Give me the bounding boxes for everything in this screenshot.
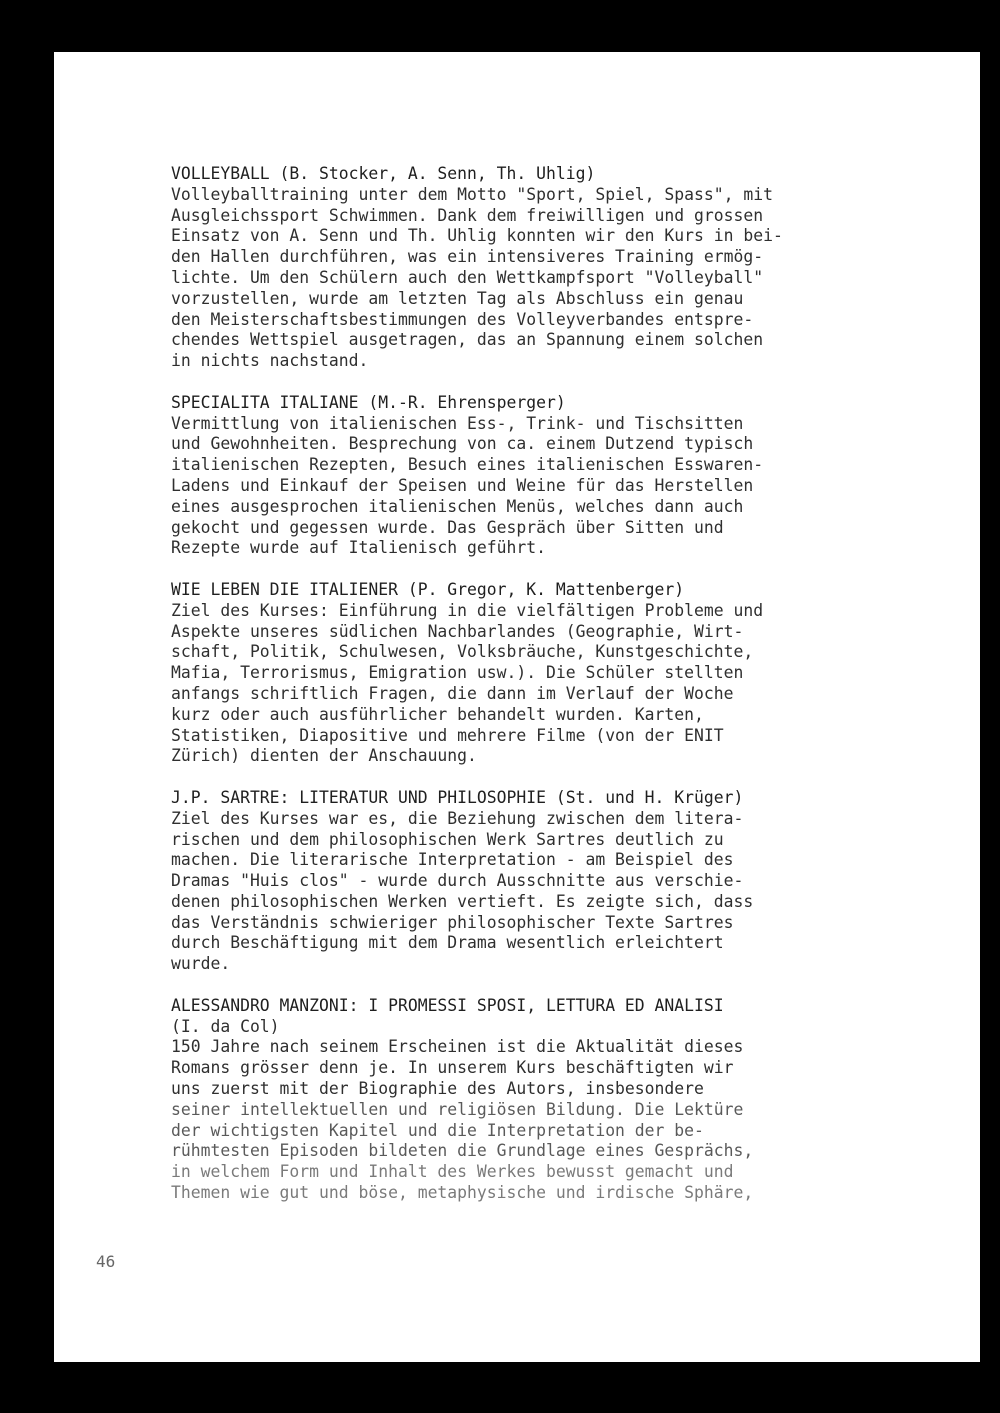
text-line: denen philosophischen Werken vertieft. Es zeigte sich, dass — [171, 891, 754, 911]
text-line: Mafia, Terrorismus, Emigration usw.). Die Schüler stellten — [171, 663, 744, 683]
text-line: Ausgleichssport Schwimmen. Dank dem freiwilligen und grossen — [171, 205, 764, 225]
text-line: den Hallen durchführen, was ein intensiveres Training ermög- — [171, 247, 764, 267]
text-line: chendes Wettspiel ausgetragen, das an Spannung einem solchen — [171, 330, 764, 350]
section-heading: J.P. SARTRE: LITERATUR UND PHILOSOPHIE (St. und H. Krüger) — [171, 787, 744, 807]
section-heading: WIE LEBEN DIE ITALIENER (P. Gregor, K. Mattenberger) — [171, 579, 685, 599]
text-line: Dramas "Huis clos" - wurde durch Ausschnitte aus verschie- — [171, 871, 744, 891]
text-line: in welchem Form und Inhalt des Werkes bewusst gemacht und — [171, 1162, 734, 1182]
section-specialita-italiane — [171, 393, 911, 559]
document-page — [54, 52, 980, 1362]
section-heading: SPECIALITA ITALIANE (M.-R. Ehrensperger) — [171, 392, 566, 412]
text-line: Ladens und Einkauf der Speisen und Weine für das Herstellen — [171, 475, 754, 495]
text-line: Ziel des Kurses: Einführung in die vielfältigen Probleme und — [171, 600, 764, 620]
text-line: durch Beschäftigung mit dem Drama wesentlich erleichtert — [171, 933, 724, 953]
text-line: kurz oder auch ausführlicher behandelt wurden. Karten, — [171, 704, 704, 724]
text-line: (I. da Col) — [171, 1016, 280, 1036]
section-wie-leben-die-italiener — [171, 580, 911, 767]
text-line: rischen und dem philosophischen Werk Sartres deutlich zu — [171, 829, 724, 849]
text-line: Aspekte unseres südlichen Nachbarlandes (Geographie, Wirt- — [171, 621, 744, 641]
text-line: in nichts nachstand. — [171, 351, 369, 371]
text-line: Zürich) dienten der Anschauung. — [171, 746, 477, 766]
text-line: Ziel des Kurses war es, die Beziehung zwischen dem litera- — [171, 808, 744, 828]
text-line: italienischen Rezepten, Besuch eines italienischen Esswaren- — [171, 455, 764, 475]
text-line: und Gewohnheiten. Besprechung von ca. einem Dutzend typisch — [171, 434, 754, 454]
text-line: Rezepte wurde auf Italienisch geführt. — [171, 538, 546, 558]
text-line: wurde. — [171, 954, 231, 974]
text-line: gekocht und gegessen wurde. Das Gespräch über Sitten und — [171, 517, 724, 537]
text-line: das Verständnis schwieriger philosophischer Texte Sartres — [171, 912, 734, 932]
text-line: seiner intellektuellen und religiösen Bildung. Die Lektüre — [171, 1099, 744, 1119]
text-line: machen. Die literarische Interpretation - am Beispiel des — [171, 850, 734, 870]
section-manzoni — [171, 996, 911, 1204]
section-volleyball — [171, 164, 911, 372]
section-sartre — [171, 788, 911, 975]
text-line: schaft, Politik, Schulwesen, Volksbräuche, Kunstgeschichte, — [171, 642, 754, 662]
text-line: der wichtigsten Kapitel und die Interpretation der be- — [171, 1120, 704, 1140]
text-line: 150 Jahre nach seinem Erscheinen ist die Aktualität dieses — [171, 1037, 744, 1057]
text-line: den Meisterschaftsbestimmungen des Volleyverbandes entspre- — [171, 309, 754, 329]
page-number: 46 — [96, 1252, 116, 1271]
text-line: uns zuerst mit der Biographie des Autors, insbesondere — [171, 1079, 704, 1099]
text-line: lichte. Um den Schülern auch den Wettkampfsport "Volleyball" — [171, 267, 764, 287]
page-content — [171, 164, 911, 1204]
text-line: Statistiken, Diapositive und mehrere Filme (von der ENIT — [171, 725, 724, 745]
text-line: eines ausgesprochen italienischen Menüs, welches dann auch — [171, 496, 744, 516]
text-line: Einsatz von A. Senn und Th. Uhlig konnten wir den Kurs in bei- — [171, 226, 783, 246]
text-line: Volleyballtraining unter dem Motto "Sport, Spiel, Spass", mit — [171, 184, 773, 204]
text-line: anfangs schriftlich Fragen, die dann im Verlauf der Woche — [171, 683, 734, 703]
text-line: rühmtesten Episoden bildeten die Grundlage eines Gesprächs, — [171, 1141, 754, 1161]
text-line: Romans grösser denn je. In unserem Kurs beschäftigten wir — [171, 1058, 734, 1078]
text-line: Themen wie gut und böse, metaphysische und irdische Sphäre, — [171, 1183, 754, 1203]
section-heading: ALESSANDRO MANZONI: I PROMESSI SPOSI, LETTURA ED ANALISI — [171, 995, 724, 1015]
section-heading: VOLLEYBALL (B. Stocker, A. Senn, Th. Uhlig) — [171, 164, 596, 183]
text-line: Vermittlung von italienischen Ess-, Trink- und Tischsitten — [171, 413, 744, 433]
text-line: vorzustellen, wurde am letzten Tag als Abschluss ein genau — [171, 288, 744, 308]
